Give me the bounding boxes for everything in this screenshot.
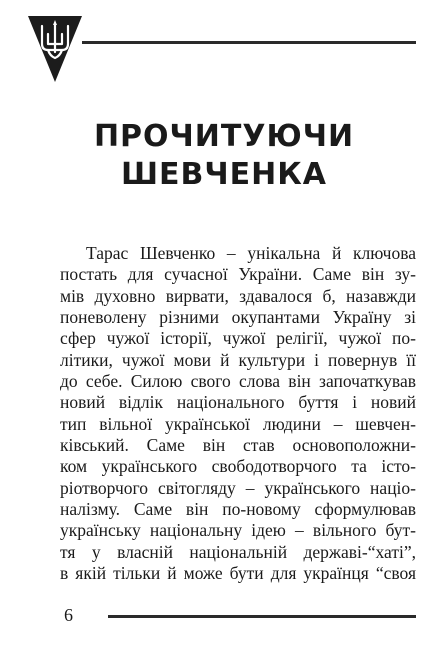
text-line: літики, чужої мови й культури і повернув її bbox=[60, 349, 416, 370]
text-line: тип вільної української людини – шевчен- bbox=[60, 413, 416, 434]
text-line: Тарас Шевченко – унікальна й ключова bbox=[86, 243, 416, 263]
header-rule bbox=[82, 41, 416, 44]
text-line: ріотворчого світогляду – українського націо- bbox=[60, 477, 416, 498]
text-line: постать для сучасної України. Саме він зу- bbox=[60, 264, 416, 285]
text-line: українську національну ідею – вільного бут- bbox=[60, 520, 416, 541]
text-line: сфер чужої історії, чужої релігії, чужої по- bbox=[60, 328, 416, 349]
text-line: тя у власній національній державі-“хаті”, bbox=[60, 541, 416, 562]
page-number: 6 bbox=[64, 605, 73, 625]
text-line: ком українського свободотворчого та істо- bbox=[60, 456, 416, 477]
text-line: налізму. Саме він по-новому сформулював bbox=[60, 499, 416, 520]
chapter-title-line-1: ПРОЧИТУЮЧИ bbox=[93, 119, 355, 154]
chapter-title-line-2: ШЕВЧЕНКА bbox=[120, 157, 327, 192]
chapter-title bbox=[0, 118, 448, 194]
text-line: ківський. Саме він став основоположни- bbox=[60, 435, 416, 456]
text-line: новий відлік національного буття і новий bbox=[60, 392, 416, 413]
body-paragraph bbox=[60, 243, 416, 585]
text-line: поневолену різними окупантами Україну зі bbox=[60, 307, 416, 328]
text-line: мів духовно вирвати, здавалося б, назавжди bbox=[60, 285, 416, 306]
trident-emblem-icon bbox=[28, 16, 82, 82]
text-line: в якій тільки й може бути для українця “своя bbox=[60, 563, 416, 584]
footer-rule bbox=[108, 615, 416, 618]
text-line: до себе. Силою свого слова він започаткував bbox=[60, 371, 416, 392]
